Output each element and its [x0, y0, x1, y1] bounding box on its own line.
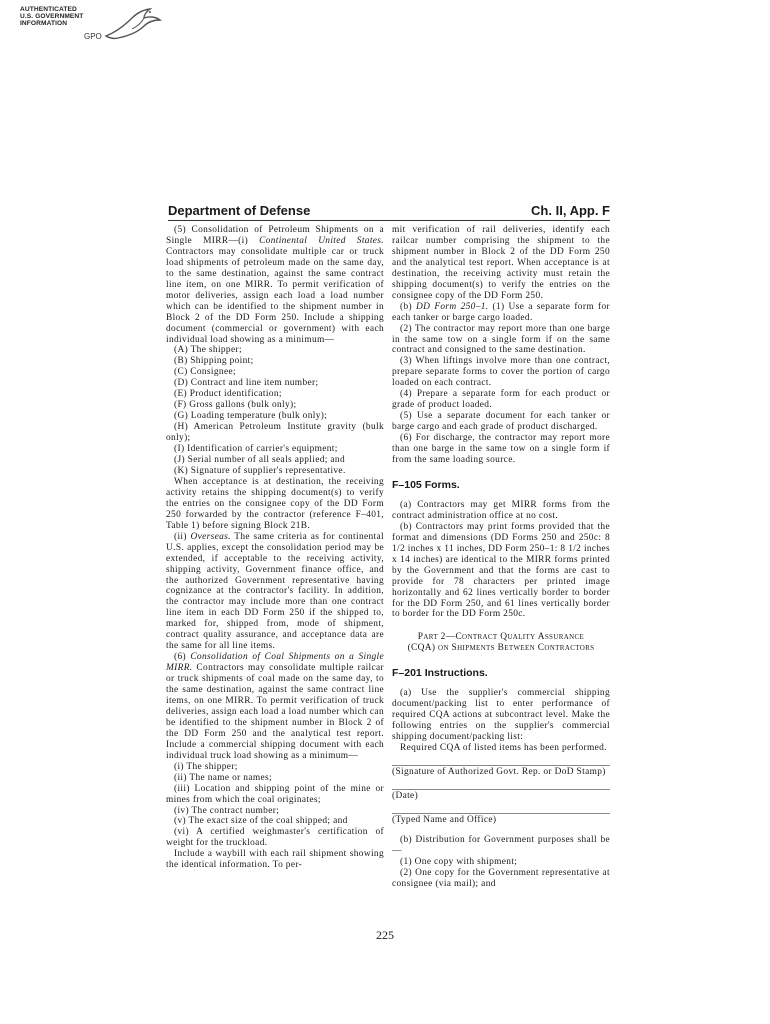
paragraph — [392, 302, 610, 324]
paragraph: (2) The contractor may report more than one barge in the same tow on a single form if on the same contract and consigned to the same destination. — [392, 323, 610, 356]
list-item: (ii) The name or names; — [174, 772, 272, 783]
text: Contractors may consolidate multiple railcar or truck shipments of coal made on the same day, to the same destination, against the same contract line items, on one MIRR. To permit verification of truck deliveries, assign each load a load number which can be identified to the shipment number in Block 2 of the DD Form 250 and the analytical test report. Include a commercial shipping document with each individual truck load showing as a minimum— — [166, 663, 384, 761]
date-line: (Date) — [392, 789, 610, 802]
paragraph: (4) Prepare a separate form for each product or grade of product loaded. — [392, 389, 610, 411]
text: (5) Consolidation of Petroleum Shipments on a Single MIRR—(i) — [166, 225, 384, 246]
paragraph: (a) Contractors may get MIRR forms from the contract administration office at no cost. — [392, 499, 610, 521]
paragraph: (a) Use the supplier's commercial shipping document/packing list to enter performance of required CQA actions at subcontract level. Make the following entries on the supplier's commercial shipping document/packing list: — [392, 688, 610, 743]
chapter-header: Ch. II, App. F — [531, 203, 610, 218]
paragraph — [166, 225, 384, 345]
gpo-mark: GPO — [84, 32, 102, 41]
paragraph: (6) For discharge, the contractor may report more than one barge in the same tow on a single form if from the same loading source. — [392, 433, 610, 466]
paragraph: Required CQA of listed items has been performed. — [400, 743, 607, 754]
text: (ii) — [174, 531, 191, 542]
eagle-icon — [98, 6, 162, 44]
agency-header: Department of Defense — [168, 203, 311, 218]
signature-line: (Signature of Authorized Govt. Rep. or DoD Stamp) — [392, 765, 610, 778]
list-item: (H) American Petroleum Institute gravity (bulk only); — [166, 422, 384, 444]
paragraph: Include a waybill with each rail shipment showing the identical information. To per- — [166, 849, 384, 871]
gpo-line-1: AUTHENTICATED — [20, 6, 77, 13]
list-item: (K) Signature of supplier's representative. — [174, 465, 346, 476]
text: (b) — [400, 301, 417, 312]
text: (6) — [174, 652, 191, 663]
right-column — [392, 225, 610, 890]
list-item: (iii) Location and shipping point of the mine or mines from which the coal originates; — [166, 783, 384, 805]
list-item: (J) Serial number of all seals applied; and — [174, 455, 345, 466]
paragraph: (b) Distribution for Government purposes shall be— — [392, 835, 610, 857]
list-item: (D) Contract and line item number; — [174, 378, 319, 389]
list-item: (1) One copy with shipment; — [400, 857, 518, 868]
header-rule — [168, 220, 610, 221]
part-heading-line-2: (CQA) on Shipments Between Contractors — [407, 643, 595, 654]
italic-heading: DD Form 250–1. — [416, 301, 489, 312]
gpo-authentication-logo — [20, 6, 150, 48]
list-item: (B) Shipping point; — [174, 356, 254, 367]
gpo-line-3: INFORMATION — [20, 20, 68, 28]
list-item: (E) Product identification; — [174, 389, 282, 400]
paragraph: (b) Contractors may print forms provided that the format and dimensions (DD Forms 250 and 250c: 8 1/2 inches x 11 inches, DD Form 250–1: 8 1/2 inches x 14 inches) are identical to the MIRR forms printed by the Government and that the forms are cast to provide for 78 characters per printed image horizontally and 62 lines vertically border to border for the DD Form 250, and 61 lines vertically border to border for the DD Form 250c. — [392, 521, 610, 620]
name-line: (Typed Name and Office) — [392, 813, 610, 826]
italic-heading: Consolidation of Coal Shipments on a Single MIRR. — [166, 652, 384, 674]
paragraph: (3) When liftings involve more than one contract, prepare separate forms to cover the portion of cargo loaded on each contract. — [392, 356, 610, 389]
gpo-line-2: U.S. GOVERNMENT — [20, 13, 84, 21]
part-heading — [392, 632, 610, 654]
list-item: (A) The shipper; — [174, 345, 242, 356]
text: Contractors may consolidate multiple car or truck load shipments of petroleum made on the same day, to the same destination, against the same contract line item, on one MIRR. To permit verification of motor deliveries, assign each load a load number which can be identified to the shipment number in Block 2 of the DD Form 250. Include a shipping document (commercial or government) with each individual load showing as a minimum— — [166, 246, 384, 345]
list-item: (v) The exact size of the coal shipped; and — [174, 816, 348, 827]
list-item: (vi) A certified weighmaster's certification of weight for the truckload. — [166, 827, 384, 849]
text: The same criteria as for continental U.S. applies, except the consolidation period may be extended, if acceptable to the receiving activity, shipping activity, Government finance office, and the authorized Government representative having cognizance at the contractor's facility. In addition, the contractor may include more than one contract line item in each DD Form 250 if the shipped to, marked for, shipped from, mode of shipment, contract quality assurance, and acceptance data are the same for all line items. — [166, 531, 384, 652]
section-heading: F–105 Forms. — [392, 478, 460, 491]
italic-heading: Continental United States. — [259, 235, 384, 246]
italic-heading: Overseas. — [190, 531, 231, 542]
paragraph: mit verification of rail deliveries, identify each railcar number comprising the shipment to the shipment number in Block 2 of the DD Form 250 and the analytical test report. When acceptance is at destination, the receiving activity must retain the shipping document(s) to verify the entries on the consignee copy of the DD Form 250. — [392, 225, 610, 301]
section-heading: F–201 Instructions. — [392, 667, 488, 680]
page-number: 225 — [376, 928, 394, 942]
list-item: (i) The shipper; — [174, 761, 238, 772]
paragraph: (5) Use a separate document for each tanker or barge cargo and each grade of product discharged. — [392, 411, 610, 433]
left-column — [166, 225, 384, 871]
list-item: (iv) The contract number; — [174, 805, 280, 816]
part-heading-line-1: Part 2—Contract Quality Assurance — [417, 632, 585, 643]
paragraph: When acceptance is at destination, the receiving activity retains the shipping document(s) to verify the entries on the consignee copy of the DD Form 250 forwarded by the contractor (reference F–401, Table 1) before signing Block 21B. — [166, 476, 384, 531]
list-item: (2) One copy for the Government representative at consignee (via mail); and — [392, 868, 610, 890]
list-item: (F) Gross gallons (bulk only); — [174, 400, 297, 411]
paragraph — [166, 652, 384, 762]
text: (1) Use a separate form for each tanker or barge cargo loaded. — [392, 301, 610, 323]
list-item: (G) Loading temperature (bulk only); — [174, 411, 328, 422]
gpo-logo-text — [20, 6, 83, 28]
paragraph — [166, 532, 384, 652]
list-item: (C) Consignee; — [174, 367, 236, 378]
list-item: (I) Identification of carrier's equipment; — [174, 444, 338, 455]
